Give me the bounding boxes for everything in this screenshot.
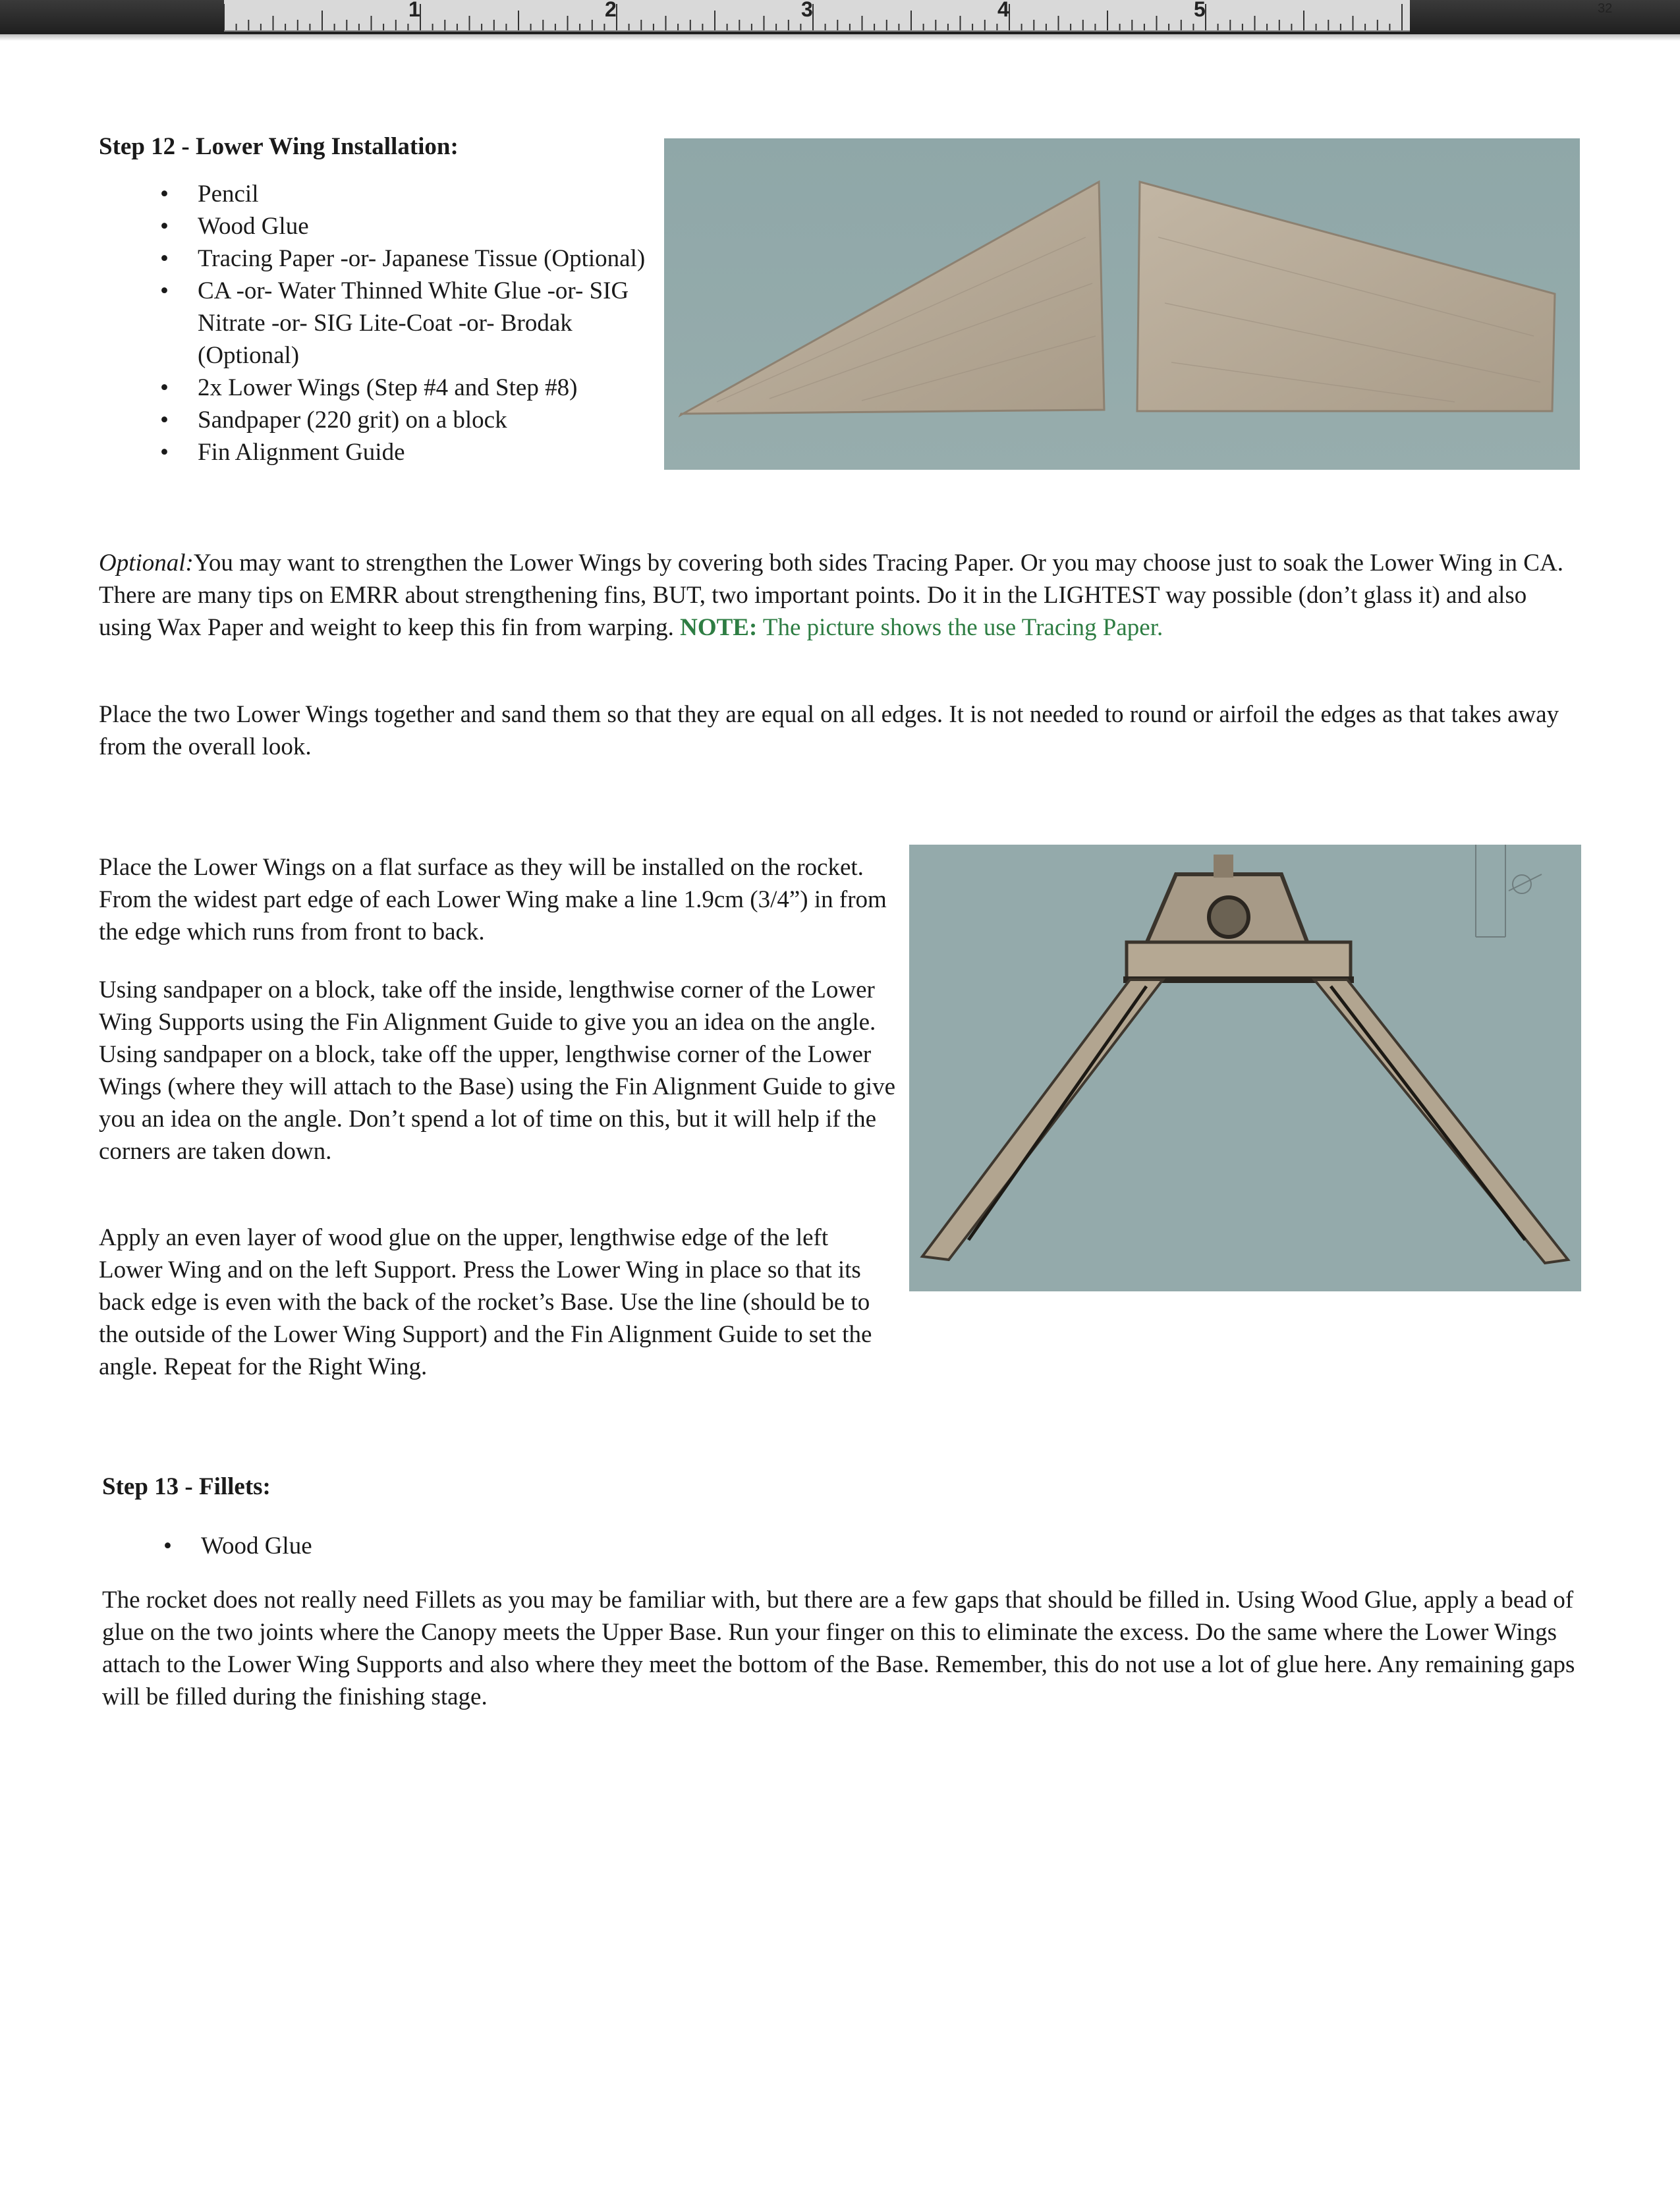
list-item: • CA -or- Water Thinned White Glue -or- SIG Nitrate -or- SIG Lite-Coat -or- Brodak (Optional) <box>99 275 665 372</box>
list-item: • Wood Glue <box>99 210 665 242</box>
list-item: • Tracing Paper -or- Japanese Tissue (Optional) <box>99 242 665 275</box>
step13-heading: Step 13 - Fillets: <box>102 1473 271 1500</box>
list-item: • 2x Lower Wings (Step #4 and Step #8) <box>99 372 665 404</box>
optional-paragraph <box>99 547 1581 644</box>
sand-corner-paragraph: Using sandpaper on a block, take off the inside, lengthwise corner of the Lower Wing Supports using the Fin Alignment Guide to give you an idea on the angle. Using sandpaper on a block, take off the upper, lengthwise corner of the Lower Wings (where they will attach to the Base) using the Fin Alignment Guide to give you an idea on the angle. Don’t spend a lot of time on this, but it will help if the corners are taken down. <box>99 976 896 1165</box>
list-item: • Pencil <box>99 178 665 210</box>
step13-supply-list <box>102 1530 629 1562</box>
list-item: • Wood Glue <box>102 1530 629 1562</box>
glue-paragraph: Apply an even layer of wood glue on the upper, lengthwise edge of the left Lower Wing and on the left Support. Press the Lower Wing in place so that its back edge is even with the back of the rocket’s Base. Use the line (should be to the outside of the Lower Wing Support) and the Fin Alignment Guide to set the angle. Repeat for the Right Wing. <box>99 1224 872 1380</box>
ruler-ticks <box>224 0 1410 30</box>
note-text: The picture shows the use Tracing Paper. <box>762 614 1163 641</box>
fillets-paragraph: The rocket does not really need Fillets as you may be familiar with, but there are a few gaps that should be filled in. Using Wood Glue, apply a bead of glue on the two joints where the Canopy meets the Upper Base. Run your finger on this to eliminate the excess. Do the same where the Lower Wings attach to the Lower Wing Supports and also where they meet the bottom of the Base. Remember, this do not use a lot of glue here. Any remaining gaps will be filled during the finishing stage. <box>102 1587 1575 1710</box>
optional-text: You may want to strengthen the Lower Wings by covering both sides Tracing Paper. Or you may choose just to soak the Lower Wing in CA. There are many tips on EMRR about strengthening fins, BUT, two important points. Do it in the LIGHTEST way possible (don’t glass it) and also using Wax Paper and weight to keep this fin from warping. <box>99 549 1563 641</box>
lower-wings-illustration <box>664 138 1580 470</box>
page-top-shadow <box>0 34 1680 41</box>
ruler-face <box>224 0 1613 32</box>
ruler-number-3: 3 <box>801 0 813 21</box>
list-item: • Sandpaper (220 grit) on a block <box>99 404 665 436</box>
ruler-number-1: 1 <box>408 0 420 21</box>
lower-wings-photo <box>664 138 1580 470</box>
note-label: NOTE: <box>680 614 758 641</box>
ruler-unit-label: 32 <box>1598 1 1613 16</box>
ruler-strip <box>0 0 1680 34</box>
list-item: • Fin Alignment Guide <box>99 436 665 468</box>
ruler-number-2: 2 <box>605 0 617 21</box>
sand-paragraph: Place the two Lower Wings together and sand them so that they are equal on all edges. It is not needed to round or airfoil the edges as that takes away from the overall look. <box>99 701 1559 760</box>
optional-label: Optional: <box>99 549 194 577</box>
mark-line-paragraph: Place the Lower Wings on a flat surface as they will be installed on the rocket. From the widest part edge of each Lower Wing make a line 1.9cm (3/4”) in from the edge which runs from front to back. <box>99 854 887 945</box>
ruler-number-4: 4 <box>997 0 1009 21</box>
base-shape <box>1127 942 1351 978</box>
launch-lug-shape <box>1209 897 1248 937</box>
installed-wings-illustration <box>909 845 1581 1291</box>
installed-wings-photo <box>909 845 1581 1291</box>
step12-supply-list <box>99 178 665 468</box>
step12-heading: Step 12 - Lower Wing Installation: <box>99 133 459 160</box>
ruler-number-5: 5 <box>1194 0 1206 21</box>
